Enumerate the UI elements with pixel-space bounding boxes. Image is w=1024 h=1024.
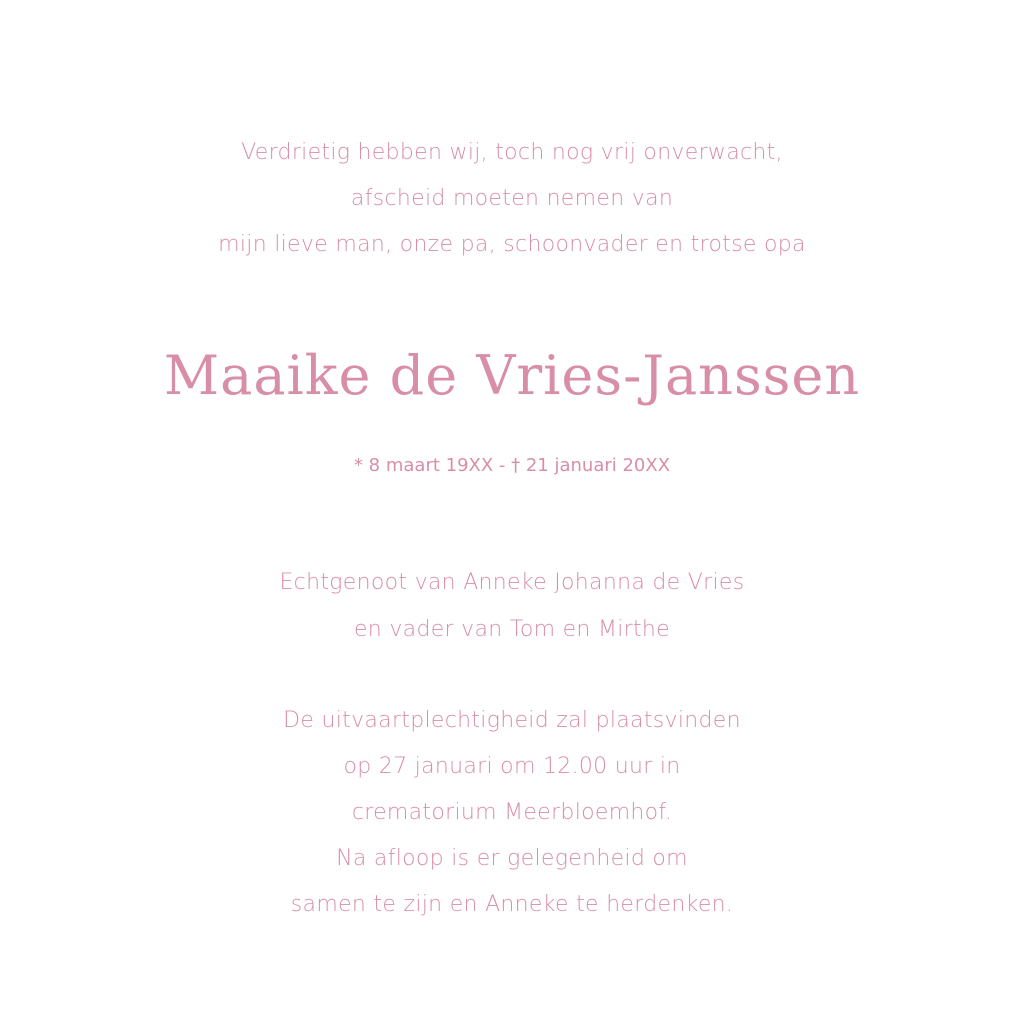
- deceased-name: Maaike de Vries-Janssen: [163, 344, 861, 407]
- family-line-2: en vader van Tom en Mirthe: [353, 617, 671, 642]
- ceremony-line-2: op 27 januari om 12.00 uur in: [343, 754, 681, 779]
- ceremony-line-5: samen te zijn en Anneke te herdenken.: [290, 892, 734, 917]
- ceremony-line-4: Na afloop is er gelegenheid om: [336, 846, 688, 871]
- intro-line-3: mijn lieve man, onze pa, schoonvader en trotse opa: [218, 232, 806, 257]
- intro-line-1: Verdrietig hebben wij, toch nog vrij onverwacht,: [241, 140, 783, 165]
- life-dates: * 8 maart 19XX - † 21 januari 20XX: [353, 455, 671, 476]
- family-line-1: Echtgenoot van Anneke Johanna de Vries: [279, 570, 745, 595]
- ceremony-line-1: De uitvaartplechtigheid zal plaatsvinden: [283, 708, 741, 733]
- ceremony-line-3: crematorium Meerbloemhof.: [351, 800, 673, 825]
- intro-line-2: afscheid moeten nemen van: [350, 186, 674, 211]
